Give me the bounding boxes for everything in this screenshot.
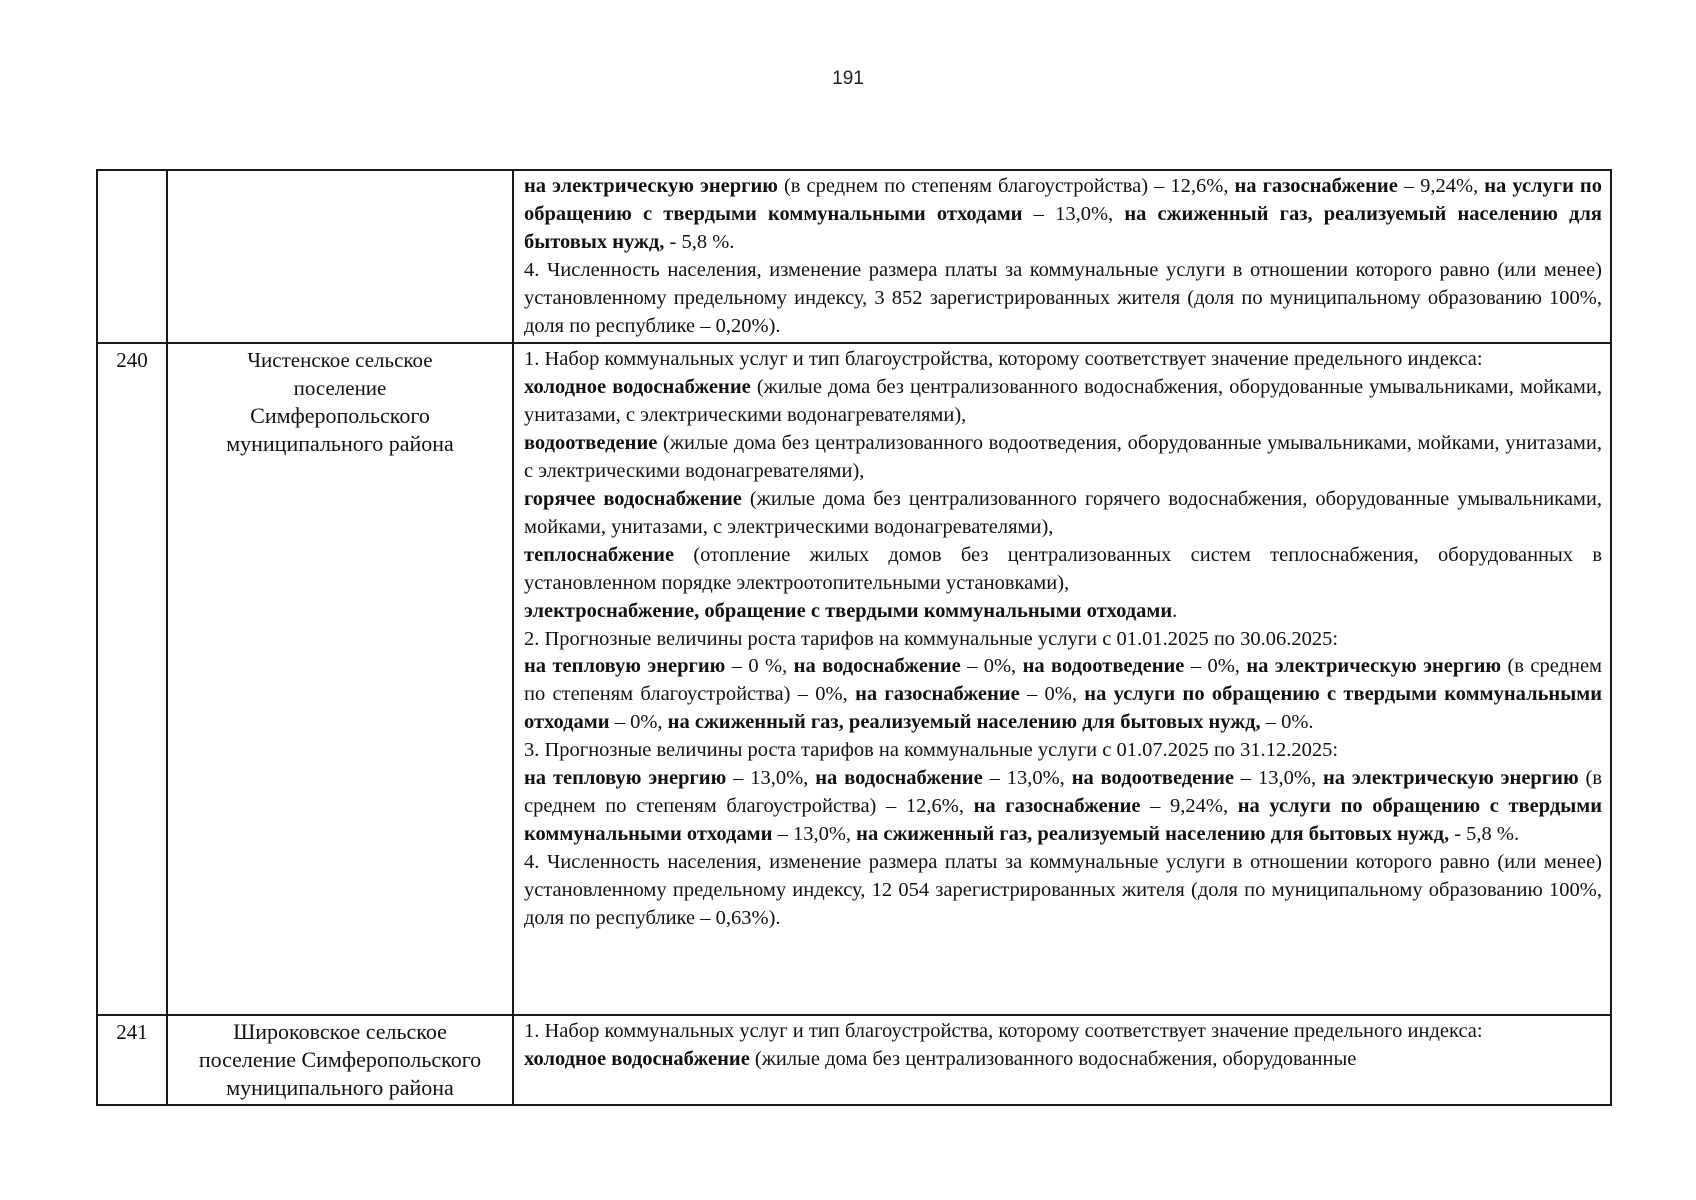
content-paragraph [524, 542, 1602, 598]
row-content-cell [513, 1015, 1611, 1105]
row-number: 240 [116, 348, 148, 373]
text-segment: (отопление жилых домов без централизованных систем теплоснабжения, оборудованных в установленном порядке электроотопительными установками), [524, 543, 1602, 594]
content-paragraph [524, 374, 1602, 430]
text-segment: (жилые дома без централизованного водоотведения, оборудованные умывальниками, мойками, унитазами, с электрическими водонагревателями), [524, 432, 1602, 483]
text-segment: 4. Численность населения, изменение размера платы за коммунальные услуги в отношении которого равно (или менее) установленному предельному индексу, 12 054 зарегистрированных жителя (доля по муниципальному образованию 100%, доля по республике – 0,63%). [524, 850, 1602, 929]
row-number: 241 [116, 1020, 148, 1045]
bold-text-segment: на газоснабжение [1234, 175, 1398, 197]
bold-text-segment: на газоснабжение [855, 683, 1020, 706]
bold-text-segment: холодное водоснабжение [524, 376, 751, 399]
text-segment: 2. Прогнозные величины роста тарифов на коммунальные услуги с 01.01.2025 по 30.06.2025: [524, 627, 1339, 650]
content-paragraph [524, 1046, 1602, 1074]
content-paragraph [524, 765, 1602, 849]
bold-text-segment: на сжиженный газ, реализуемый населению для бытовых нужд, [667, 711, 1261, 734]
text-segment: – 0%. [1260, 711, 1314, 734]
text-segment: – 13,0%, [1022, 202, 1125, 225]
bold-text-segment: на электрическую энергию [1246, 655, 1502, 678]
municipality-name-line: муниципального района [226, 1075, 454, 1101]
text-segment: . [1172, 599, 1178, 622]
text-segment: 1. Набор коммунальных услуг и тип благоустройства, которому соответствует значение предельного индекса: [524, 348, 1483, 371]
municipality-name-line: Широковское сельское [233, 1019, 447, 1045]
text-segment: – 0 %, [725, 655, 794, 678]
municipality-name-line: Симферопольского [250, 403, 430, 429]
row-number-cell [97, 343, 167, 1015]
bold-text-segment: на водоснабжение [815, 767, 983, 790]
text-segment: – 0%, [1184, 655, 1247, 678]
bold-text-segment: на сжиженный газ, реализуемый населению для бытовых нужд, [856, 822, 1450, 845]
bold-text-segment: на тепловую энергию [524, 655, 726, 678]
text-segment: (в среднем по степеням благоустройства) – 12,6%, [777, 175, 1235, 197]
text-segment: – 13,0%, [726, 767, 816, 790]
text-segment: (жилые дома без централизованного водоснабжения, оборудованные [749, 1048, 1357, 1071]
content-paragraph [524, 598, 1602, 626]
tariff-table [96, 169, 1612, 1106]
bold-text-segment: на водоотведение [1022, 655, 1185, 678]
text-segment: – 0%, [960, 655, 1023, 678]
row-content-cell [513, 170, 1611, 343]
bold-text-segment: горячее водоснабжение [524, 487, 742, 510]
bold-text-segment: холодное водоснабжение [524, 1048, 750, 1071]
bold-text-segment: теплоснабжение [524, 543, 675, 566]
bold-text-segment: на услуги по обращению с твердыми коммунальными отходами [524, 794, 1603, 845]
content-paragraph [524, 346, 1602, 374]
municipality-name-cell [167, 170, 513, 343]
content-paragraph [524, 430, 1602, 486]
text-segment: – 0%, [609, 711, 668, 734]
row-number-cell [97, 170, 167, 343]
content-paragraph [524, 653, 1602, 737]
row-content-clip [524, 1018, 1602, 1102]
text-segment: (жилые дома без централизованного горячего водоснабжения, оборудованные умывальниками, мойками, унитазами, с электрическими водонагревателями), [524, 487, 1602, 538]
bold-text-segment: на газоснабжение [973, 794, 1141, 817]
bold-text-segment: на услуги по обращению с твердыми коммунальными отходами [524, 175, 1602, 225]
text-segment: - 5,8 %. [664, 230, 735, 253]
bold-text-segment: на водоотведение [1071, 767, 1234, 790]
text-segment: (в среднем по степеням благоустройства) – 0%, [524, 655, 1603, 706]
content-paragraph [524, 626, 1602, 654]
text-segment: – 9,24%, [1140, 794, 1238, 817]
text-segment: – 9,24%, [1397, 175, 1485, 197]
row-content-cell [513, 343, 1611, 1015]
bold-text-segment: на сжиженный газ, реализуемый населению для бытовых нужд, [524, 202, 1602, 253]
row-number-cell [97, 1015, 167, 1105]
text-segment: 4. Численность населения, изменение размера платы за коммунальные услуги в отношении которого равно (или менее) установленному предельному индексу, 3 852 зарегистрированных жителя (доля по муниципальному образованию 100%, доля по республике – 0,20%). [524, 258, 1602, 337]
text-segment: 3. Прогнозные величины роста тарифов на коммунальные услуги с 01.07.2025 по 31.12.2025: [524, 739, 1339, 762]
text-segment: – 0%, [1019, 683, 1085, 706]
content-paragraph [524, 849, 1602, 933]
table-row [97, 343, 1611, 1015]
bold-text-segment: на электрическую энергию [1322, 767, 1579, 790]
bold-text-segment: на услуги по обращению с твердыми коммунальными отходами [524, 683, 1603, 734]
bold-text-segment: водоотведение [524, 432, 658, 455]
content-paragraph [524, 486, 1602, 542]
content-paragraph [524, 737, 1602, 765]
text-segment: – 13,0%, [1233, 767, 1323, 790]
text-segment: (жилые дома без централизованного водоснабжения, оборудованные умывальниками, мойками, унитазами, с электрическими водонагревателями), [524, 376, 1603, 427]
municipality-name-cell [167, 343, 513, 1015]
content-paragraph [524, 1018, 1602, 1046]
page-number: 191 [832, 68, 864, 89]
bold-text-segment: на тепловую энергию [524, 767, 727, 790]
municipality-name-cell [167, 1015, 513, 1105]
municipality-name-line: муниципального района [226, 431, 454, 457]
table-row [97, 170, 1611, 343]
table-row [97, 1015, 1611, 1105]
content-paragraph [524, 257, 1602, 341]
bold-text-segment: на водоснабжение [793, 655, 961, 678]
text-segment: – 13,0%, [982, 767, 1072, 790]
text-segment: - 5,8 %. [1449, 822, 1520, 845]
municipality-name-line: Чистенское сельское [247, 348, 433, 373]
text-segment: – 13,0%, [772, 822, 857, 845]
text-segment: 1. Набор коммунальных услуг и тип благоустройства, которому соответствует значение предельного индекса: [524, 1020, 1483, 1043]
text-segment: (в среднем по степеням благоустройства) – 12,6%, [524, 767, 1602, 817]
bold-text-segment: электроснабжение, обращение с твердыми коммунальными отходами [524, 599, 1173, 622]
municipality-name-line: поселение Симферопольского [198, 1047, 482, 1073]
bold-text-segment: на электрическую энергию [524, 175, 778, 197]
municipality-name-line: поселение [293, 376, 387, 401]
content-paragraph [524, 173, 1602, 257]
